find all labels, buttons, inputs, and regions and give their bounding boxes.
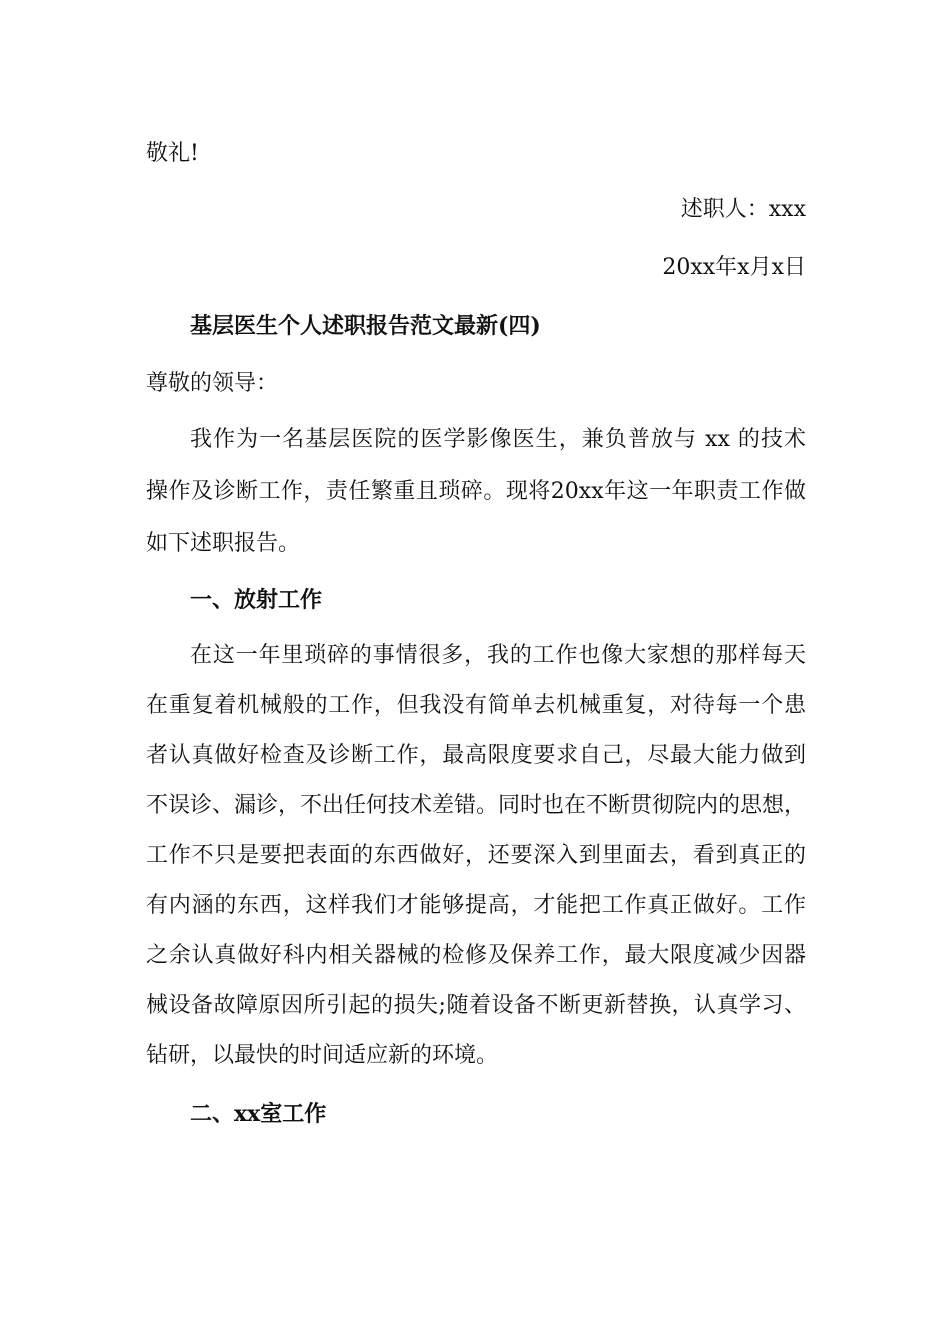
heading-room-work: 二、xx室工作 bbox=[190, 1101, 327, 1127]
greeting: 尊敬的领导： bbox=[146, 371, 279, 396]
body-line: 械设备故障原因所引起的损失;随着设备不断更新替换，认真学习、 bbox=[146, 993, 806, 1018]
intro-line: 我作为一名基层医院的医学影像医生，兼负普放与 xx 的技术 bbox=[190, 427, 806, 452]
body-line: 不误诊、漏诊，不出任何技术差错。同时也在不断贯彻院内的思想， bbox=[146, 793, 807, 818]
body-line: 有内涵的东西，这样我们才能够提高，才能把工作真正做好。工作 bbox=[146, 893, 806, 918]
body-line: 在这一年里琐碎的事情很多，我的工作也像大家想的那样每天 bbox=[190, 643, 806, 668]
body-line: 之余认真做好科内相关器械的检修及保养工作，最大限度减少因器 bbox=[146, 943, 806, 968]
body-line: 工作不只是要把表面的东西做好，还要深入到里面去，看到真正的 bbox=[146, 843, 806, 868]
body-line: 者认真做好检查及诊断工作，最高限度要求自己，尽最大能力做到 bbox=[146, 743, 806, 768]
report-date: 20xx年x月x日 bbox=[662, 255, 806, 280]
section-title: 基层医生个人述职报告范文最新(四) bbox=[190, 313, 541, 339]
body-line: 在重复着机械般的工作，但我没有简单去机械重复，对待每一个患 bbox=[146, 693, 806, 718]
intro-line: 操作及诊断工作，责任繁重且琐碎。现将20xx年这一年职责工作做 bbox=[146, 479, 806, 504]
body-line: 钻研，以最快的时间适应新的环境。 bbox=[146, 1043, 499, 1068]
closing-salute: 敬礼! bbox=[146, 141, 199, 166]
intro-line: 如下述职报告。 bbox=[146, 531, 301, 556]
signer-line: 述职人：xxx bbox=[680, 197, 806, 222]
heading-radiology: 一、放射工作 bbox=[190, 587, 323, 613]
